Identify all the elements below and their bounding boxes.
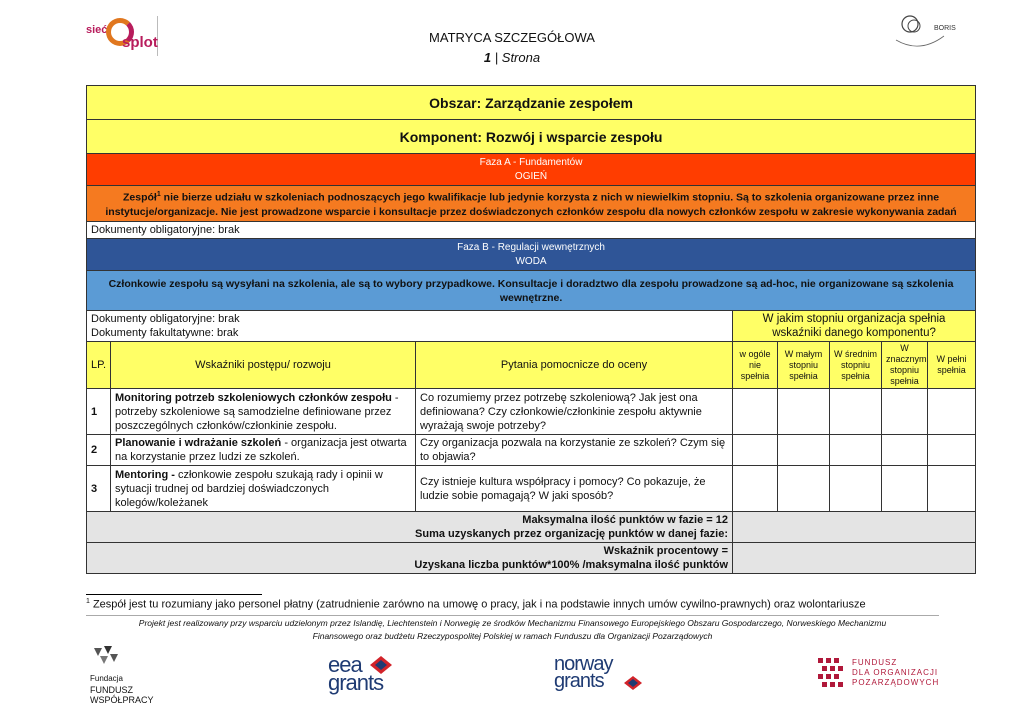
phase-a-title: Faza A - Fundamentów xyxy=(479,156,583,168)
score-cell-none[interactable] xyxy=(733,466,778,512)
summary-points-cell xyxy=(87,512,733,543)
sum-points: Suma uzyskanych przez organizację punktów w danej fazie: xyxy=(415,528,728,540)
fdop-logo-line2: DLA ORGANIZACJI xyxy=(852,668,939,677)
indicator-cell xyxy=(111,466,416,512)
fdop-logo-line3: POZARZĄDOWYCH xyxy=(852,678,940,687)
score-cell-small[interactable] xyxy=(778,466,830,512)
phase-b-docs-optional: Dokumenty fakultatywne: brak xyxy=(91,327,239,339)
indicator-title: Planowanie i wdrażanie szkoleń xyxy=(115,437,282,449)
norway-logo-mark xyxy=(622,674,644,692)
phase-b-docs-obligatory: Dokumenty obligatoryjne: brak xyxy=(91,313,240,325)
max-points: Maksymalna ilość punktów w fazie = 12 xyxy=(522,514,728,526)
eea-logo-mark xyxy=(368,654,394,676)
col-degree-full: W pełni spełnia xyxy=(928,342,976,389)
fwp-logo-icon xyxy=(90,644,120,672)
boris-logo-letters: BORIS xyxy=(934,25,956,32)
question-cell: Czy istnieje kultura współpracy i pomocy? Co pokazuje, że ludzie sobie pomagają? W jaki sposób? xyxy=(416,466,733,512)
indicator-title: Monitoring potrzeb szkoleniowych członków zespołu xyxy=(115,391,392,404)
table-row xyxy=(87,389,976,435)
row-number: 3 xyxy=(87,466,111,512)
phase-a-desc-text: nie bierze udziału w szkoleniach podnoszących jego kwalifikacje lub jedynie korzysta z nich w niewielkim stopniu. Są to szkolenia organizowane przez inne instytucje/organizacje. Nie jest prowadzone wsparcie i konsultacje przez doświadczonych członków zespołu dla nowych członków zespołu w zakresie wykonywania zadań xyxy=(105,191,957,218)
footnote-text: Zespół jest tu rozumiany jako personel płatny (zatrudnienie zarówno na umowę o pracy, jak i na podstawie innych umów cywilno-prawnych) oraz wolontariusze xyxy=(89,598,866,611)
question-cell: Co rozumiemy przez potrzebę szkoleniową? Jak jest ona definiowana? Czy członkowie/członkinie zespołu aktywnie wyrażają swoje potrzeby? xyxy=(416,389,733,435)
summary-points-row xyxy=(87,512,976,543)
page-label: | Strona xyxy=(494,50,541,65)
score-cell-medium[interactable] xyxy=(830,435,882,466)
score-cell-none[interactable] xyxy=(733,389,778,435)
fwp-logo-line1: Fundacja xyxy=(90,674,123,683)
col-degree-medium: W średnim stopniu spełnia xyxy=(830,342,882,389)
score-cell-medium[interactable] xyxy=(830,466,882,512)
phase-a-description xyxy=(87,186,976,222)
phase-a-footnote-ref: 1 xyxy=(156,191,161,199)
row-number: 2 xyxy=(87,435,111,466)
col-lp: LP. xyxy=(87,342,111,389)
phase-a-description-row xyxy=(87,186,976,222)
footer-divider xyxy=(86,615,939,616)
phase-a-desc-lead: Zespół xyxy=(122,191,157,204)
component-title: Komponent: Rozwój i wsparcie zespołu xyxy=(87,120,976,154)
footer-funding-line2: Finansowego oraz budżetu Rzeczypospolitej Polskiej w ramach Funduszu dla Organizacji Pozarządowych xyxy=(312,631,713,641)
phase-a-title-cell xyxy=(87,154,976,186)
indicator-title: Mentoring - xyxy=(115,468,175,481)
footer-funding-text xyxy=(86,617,939,643)
matrix-table xyxy=(86,85,976,574)
phase-a-header xyxy=(87,154,976,186)
col-degree-none: w ogóle nie spełnia xyxy=(733,342,778,389)
indicator-cell xyxy=(111,435,416,466)
footnote-separator xyxy=(86,594,262,595)
score-cell-small[interactable] xyxy=(778,389,830,435)
phase-a-element: OGIEŃ xyxy=(514,170,548,182)
footnote xyxy=(86,598,866,611)
score-cell-none[interactable] xyxy=(733,435,778,466)
fundusz-dla-organizacji-logo xyxy=(818,658,938,696)
splot-logo-text: splot xyxy=(122,34,158,51)
fdop-logo-grid xyxy=(818,658,848,692)
fdop-logo-line1: FUNDUSZ xyxy=(852,658,898,667)
score-cell-full[interactable] xyxy=(928,466,976,512)
phase-b-description: Członkowie zespołu są wysyłani na szkolenia, ale są to wybory przypadkowe. Konsultacje i doradztwo dla zespołu prowadzone są ad-hoc, nie organizowane są szkolenia wewnętrzne. xyxy=(87,271,976,311)
phase-a-docs: Dokumenty obligatoryjne: brak xyxy=(87,222,976,239)
degree-question: W jakim stopniu organizacja spełnia wskaźniki danego komponentu? xyxy=(733,311,976,342)
row-number: 1 xyxy=(87,389,111,435)
score-cell-large[interactable] xyxy=(882,389,928,435)
indicator-text: - potrzeby szkoleniowe są samodzielne definiowane przez poszczególnych członków/członkinie zespołu. xyxy=(115,391,399,432)
footer-funding-line1: Projekt jest realizowany przy wsparciu udzielonym przez Islandię, Liechtenstein i Norwegię ze środków Mechanizmu Finansowego Europejskiego Obszaru Gospodarczego, Norweskiego Mechanizmu xyxy=(138,618,887,628)
col-degree-small: W małym stopniu spełnia xyxy=(778,342,830,389)
score-cell-large[interactable] xyxy=(882,466,928,512)
page-title: MATRYCA SZCZEGÓŁOWA xyxy=(429,30,595,45)
indicator-text: - organizacja jest otwarta na korzystanie przez ludzi ze szkoleń. xyxy=(115,437,407,463)
summary-percent-cell xyxy=(87,543,733,574)
area-title: Obszar: Zarządzanie zespołem xyxy=(87,86,976,120)
norway-grants-logo xyxy=(554,653,646,696)
question-cell: Czy organizacja pozwala na korzystanie ze szkoleń? Czym się to objawia? xyxy=(416,435,733,466)
eea-logo-line2: grants xyxy=(328,670,384,695)
fdop-logo-text xyxy=(852,658,939,688)
siec-logo-text: sieć xyxy=(86,24,108,36)
fwp-logo-line2: FUNDUSZ WSPÓŁPRACY xyxy=(90,685,154,705)
table-row xyxy=(87,435,976,466)
percent-label: Wskaźnik procentowy = xyxy=(603,545,728,557)
page-number: 1 xyxy=(483,50,492,65)
score-cell-full[interactable] xyxy=(928,389,976,435)
sum-points-value[interactable] xyxy=(733,512,976,543)
phase-b-header xyxy=(87,239,976,271)
table-row xyxy=(87,466,976,512)
indicator-cell xyxy=(111,389,416,435)
phase-a-docs-row xyxy=(87,222,976,239)
percent-formula: Uzyskana liczba punktów*100% /maksymalna ilość punktów xyxy=(414,559,728,571)
norway-logo-line1: norway xyxy=(554,653,613,675)
phase-b-title-cell xyxy=(87,239,976,271)
phase-b-element: WODA xyxy=(515,255,547,267)
footnote-number: 1 xyxy=(86,598,90,605)
column-header-row xyxy=(87,342,976,389)
percent-value[interactable] xyxy=(733,543,976,574)
indicator-text: członkowie zespołu szukają rady i opinii w sytuacji trudnej od bardziej doświadczonych kolegów/koleżanek xyxy=(115,468,383,509)
score-cell-large[interactable] xyxy=(882,435,928,466)
score-cell-full[interactable] xyxy=(928,435,976,466)
component-row xyxy=(87,120,976,154)
col-indicators: Wskaźniki postępu/ rozwoju xyxy=(111,342,416,389)
score-cell-medium[interactable] xyxy=(830,389,882,435)
col-degree-large: W znacznym stopniu spełnia xyxy=(882,342,928,389)
col-questions: Pytania pomocnicze do oceny xyxy=(416,342,733,389)
norway-logo-line2: grants xyxy=(554,670,604,692)
fundusz-wspolpracy-logo xyxy=(90,644,190,705)
summary-percent-row xyxy=(87,543,976,574)
phase-b-docs-cell xyxy=(87,311,733,342)
phase-b-docs-row xyxy=(87,311,976,342)
score-cell-small[interactable] xyxy=(778,435,830,466)
phase-b-description-row xyxy=(87,271,976,311)
page-subtitle xyxy=(0,50,1024,65)
eea-logo-line1: eea xyxy=(328,652,362,677)
phase-b-title: Faza B - Regulacji wewnętrznych xyxy=(457,241,605,253)
area-row xyxy=(87,86,976,120)
eea-grants-logo xyxy=(328,652,394,702)
